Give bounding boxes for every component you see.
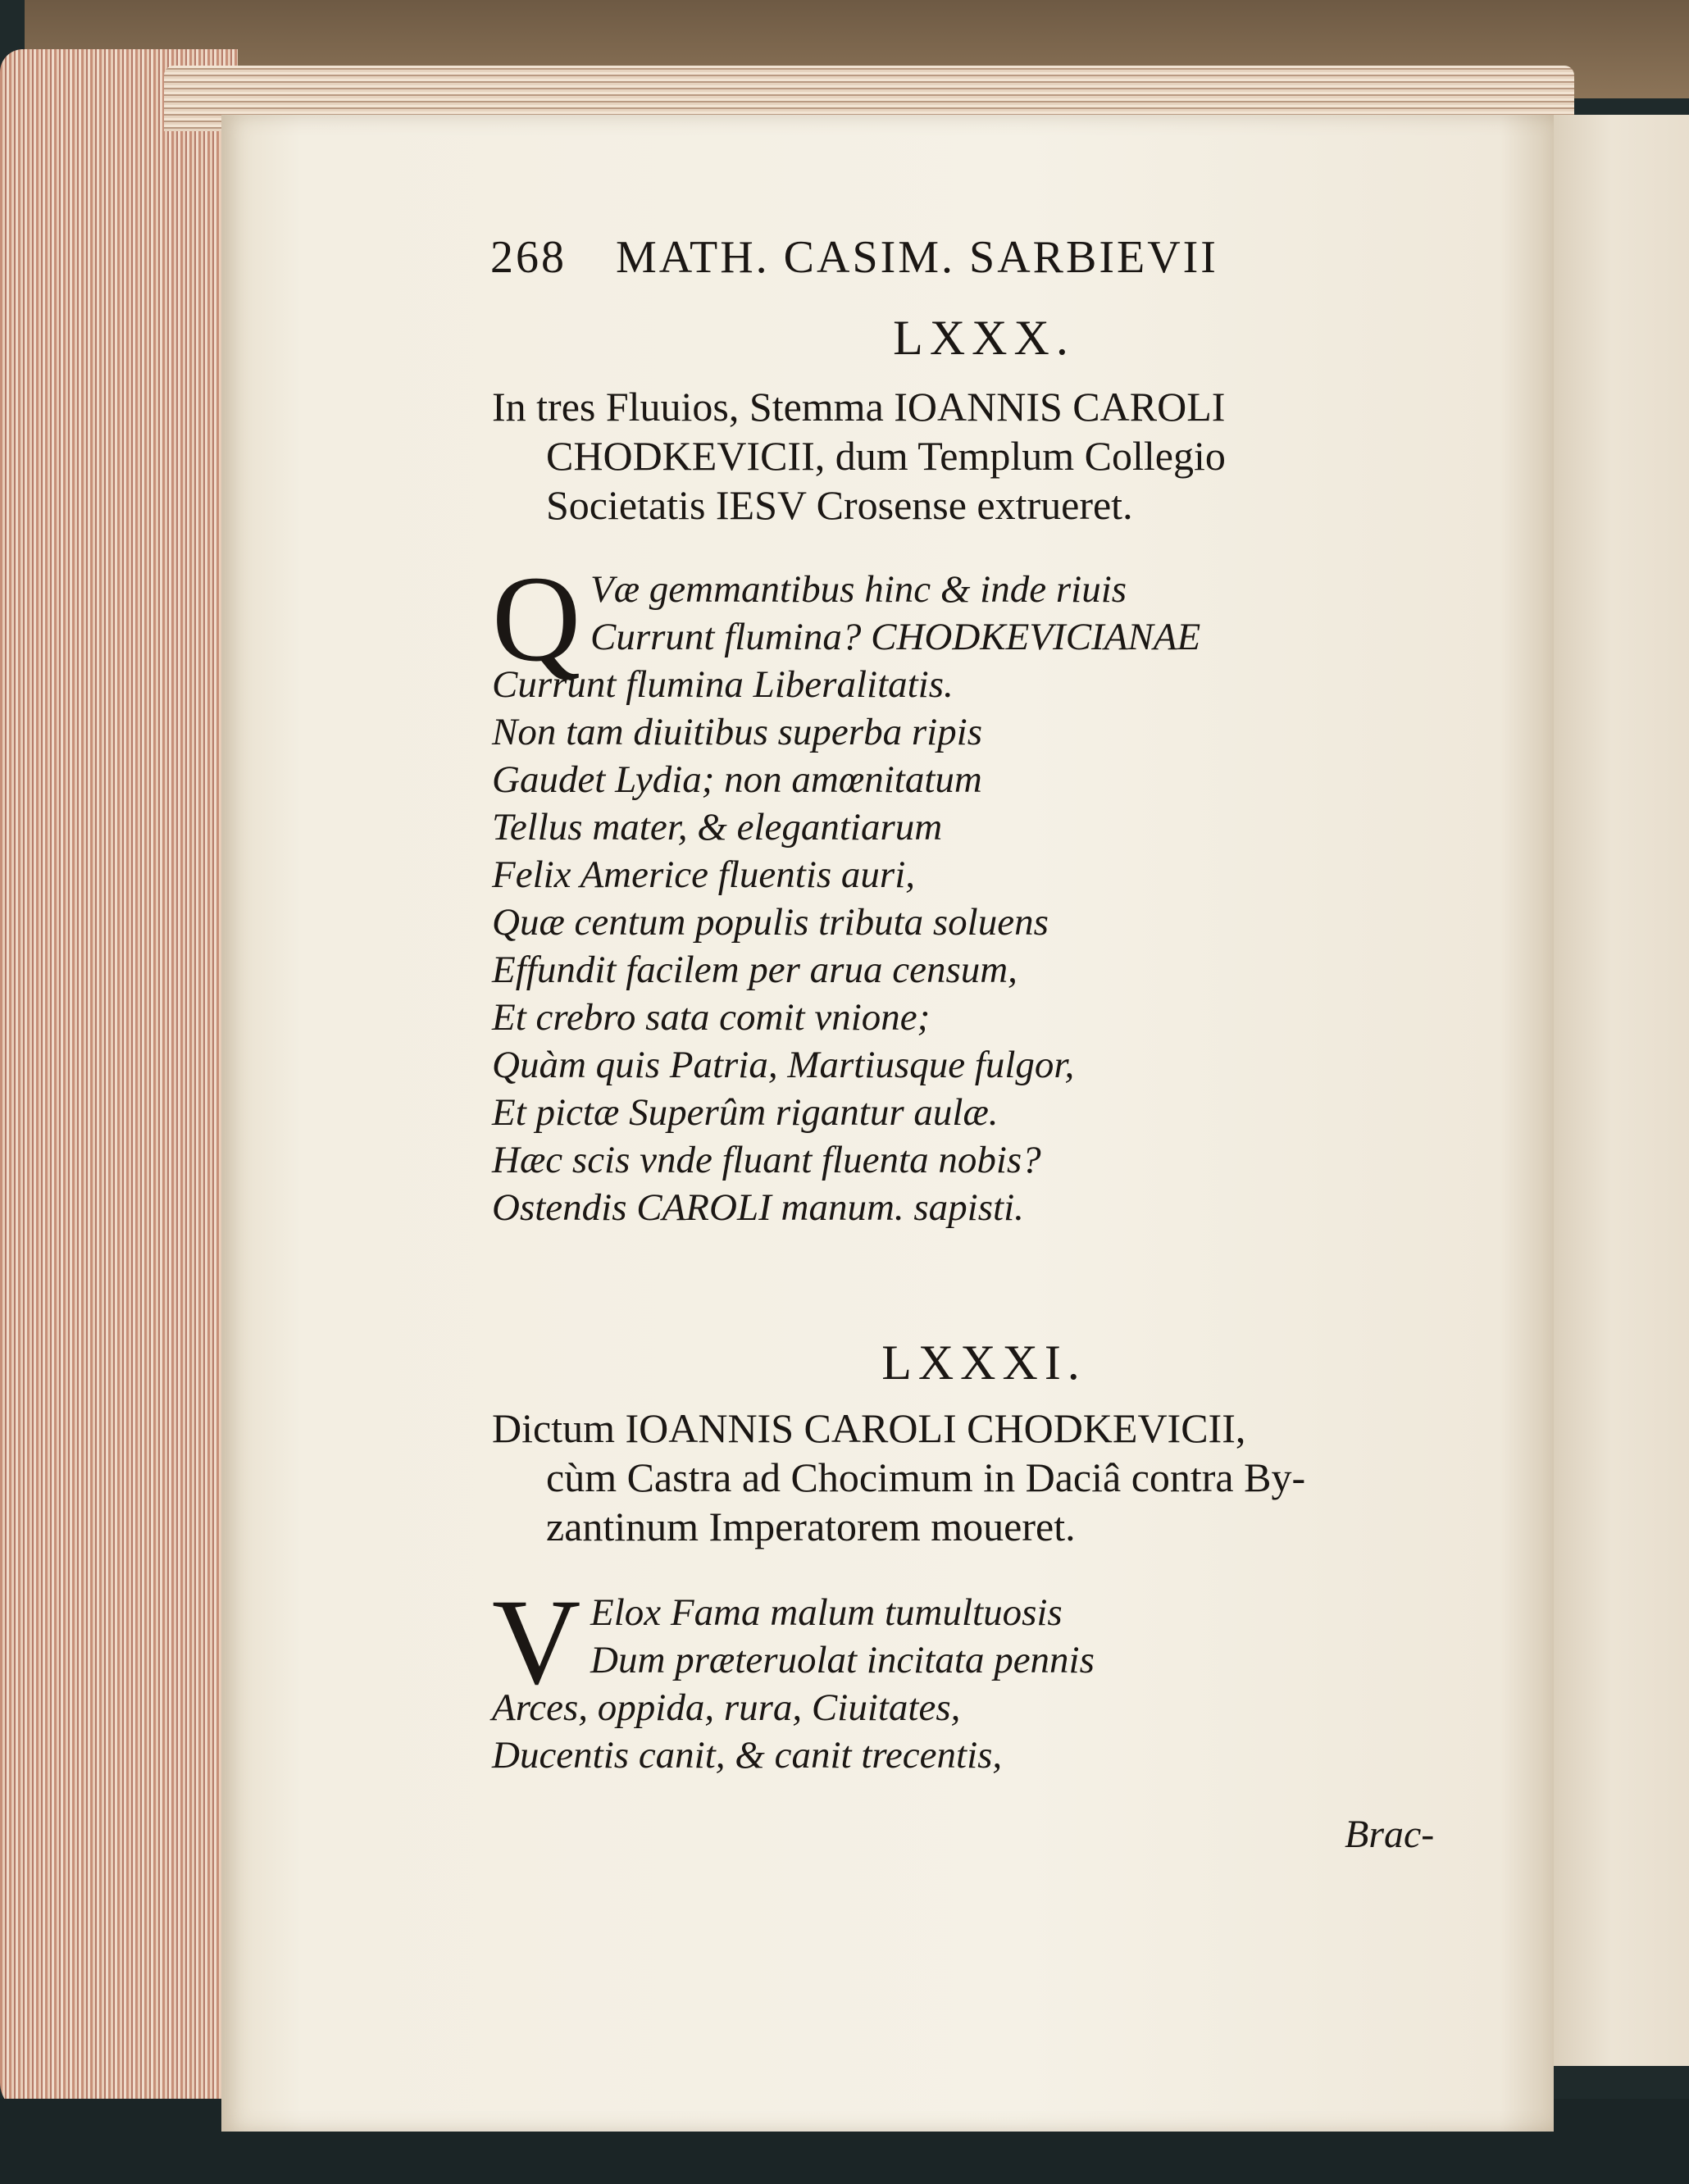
heading-line: cùm Castra ad Chocimum in Daciâ contra By- xyxy=(546,1454,1306,1500)
verse-line: Quàm quis Patria, Martiusque fulgor, xyxy=(492,1044,1075,1086)
facing-page xyxy=(1541,115,1689,2066)
heading-line: CHODKEVICII, dum Templum Collegio xyxy=(546,433,1226,479)
verse-line: Dum præteruolat incitata pennis xyxy=(590,1639,1095,1681)
catchword: Brac- xyxy=(1345,1813,1435,1856)
heading-line: Societatis IESV Crosense extrueret. xyxy=(546,482,1133,528)
verse-line: Arces, oppida, rura, Ciuitates, xyxy=(492,1686,961,1729)
verse-line: Felix Americe fluentis auri, xyxy=(492,853,916,896)
heading-line: Dictum IOANNIS CAROLI CHODKEVICII, xyxy=(492,1405,1246,1451)
poem-number: LXXX. xyxy=(893,311,1075,365)
verse-line: Currunt flumina Liberalitatis. xyxy=(492,663,954,706)
poem-heading xyxy=(492,382,1476,530)
verse-line: Gaudet Lydia; non amœnitatum xyxy=(492,758,982,801)
verse-line: Et pictæ Superûm rigantur aulæ. xyxy=(492,1091,999,1134)
verse-line: Hæc scis vnde fluant fluenta nobis? xyxy=(492,1139,1041,1181)
heading-line: zantinum Imperatorem moueret. xyxy=(546,1504,1076,1549)
running-head-title: MATH. CASIM. SARBIEVII xyxy=(616,232,1218,283)
page-number: 268 xyxy=(490,232,567,283)
verse-line: Currunt flumina? CHODKEVICIANAE xyxy=(590,616,1201,658)
poem-verses xyxy=(492,551,1476,1231)
verse-line: Ducentis canit, & canit trecentis, xyxy=(492,1734,1003,1777)
drop-cap: Q xyxy=(492,551,581,687)
verse-line: Væ gemmantibus hinc & inde riuis xyxy=(590,568,1127,611)
running-head xyxy=(490,231,1474,297)
drop-cap: V xyxy=(492,1574,581,1710)
verse-line: Effundit facilem per arua censum, xyxy=(492,949,1017,991)
verse-line: Elox Fama malum tumultuosis xyxy=(590,1591,1063,1634)
verse-line: Tellus mater, & elegantiarum xyxy=(492,806,943,849)
heading-line: In tres Fluuios, Stemma IOANNIS CAROLI xyxy=(492,384,1226,430)
verse-line: Et crebro sata comit vnione; xyxy=(492,996,931,1039)
page-fore-edges xyxy=(0,49,238,2115)
verse-line: Ostendis CAROLI manum. sapisti. xyxy=(492,1186,1024,1229)
verse-line: Quæ centum populis tributa soluens xyxy=(492,901,1049,944)
poem-heading xyxy=(492,1404,1476,1551)
verse-line: Non tam diuitibus superba ripis xyxy=(492,711,983,753)
poem-number: LXXXI. xyxy=(881,1335,1086,1390)
poem-verses xyxy=(492,1574,1476,1779)
